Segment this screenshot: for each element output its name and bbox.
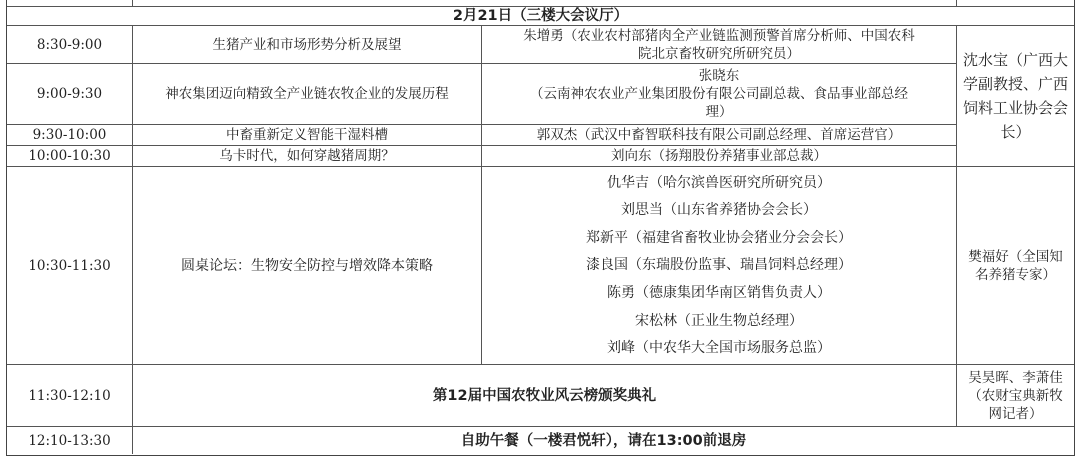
session-topic: 乌卡时代，如何穿越猪周期？: [133, 146, 482, 167]
session-host: 沈水宝（广西大学副教授、广西饲料工业协会会长）: [957, 26, 1074, 167]
panelist: 宋松林（正业生物总经理）: [635, 312, 803, 329]
session-speaker: 郭双杰（武汉中畜智联科技有限公司副总经理、首席运营官）: [482, 125, 957, 146]
speaker-line: 院北京畜牧研究所研究员）: [638, 45, 800, 62]
previous-row-time-cell: [7, 0, 133, 7]
session-time: 9:30-10:00: [7, 125, 133, 146]
panelist: 刘峰（中农华大全国市场服务总监）: [607, 340, 831, 357]
session-topic: 神农集团迈向精致全产业链农牧企业的发展历程: [133, 64, 482, 125]
session-time: 8:30-9:00: [7, 26, 133, 64]
lunch-time: 12:10-13:30: [7, 427, 133, 454]
day-header: 2月21日（三楼大会议厅）: [7, 7, 1074, 26]
ceremony-time: 11:30-12:10: [7, 365, 133, 427]
forum-panelists: [482, 167, 957, 365]
forum-time: 10:30-11:30: [7, 167, 133, 365]
previous-row-content-cell: [133, 0, 957, 7]
session-topic: 生猪产业和市场形势分析及展望: [133, 26, 482, 64]
forum-topic: 圆桌论坛：生物安全防控与增效降本策略: [133, 167, 482, 365]
panelist: 仇华吉（哈尔滨兽医研究所研究员）: [607, 174, 831, 191]
session-speaker: [482, 64, 957, 125]
ceremony-title: 第12届中国农牧业风云榜颁奖典礼: [133, 365, 957, 427]
speaker-line: 理）: [705, 104, 733, 120]
session-speaker: 刘向东（扬翔股份养猪事业部总裁）: [482, 146, 957, 167]
ceremony-host: 吴昊晖、李萧佳（农财宝典新牧网记者）: [957, 365, 1074, 427]
lunch-title: 自助午餐（一楼君悦轩），请在13:00前退房: [460, 432, 747, 449]
panelist: 陈勇（德康集团华南区销售负责人）: [607, 285, 831, 302]
speaker-line: 张晓东: [698, 68, 740, 84]
panelist: 漆良国（东瑞股份监事、瑞昌饲料总经理）: [586, 257, 852, 274]
session-topic: 中畜重新定义智能干湿料槽: [133, 125, 482, 146]
panelist: 刘思当（山东省养猪协会会长）: [621, 202, 817, 219]
panelist: 郑新平（福建省畜牧业协会猪业分会会长）: [586, 229, 852, 246]
session-speaker: [482, 26, 957, 64]
agenda-table: [6, 0, 1075, 456]
previous-row-host-cell: [957, 0, 1074, 7]
session-time: 10:00-10:30: [7, 146, 133, 167]
session-time: 9:00-9:30: [7, 64, 133, 125]
speaker-line: （云南神农农业产业集团股份有限公司副总裁、食品事业部总经: [530, 86, 908, 102]
speaker-line: 朱增勇（农业农村部猪肉全产业链监测预警首席分析师、中国农科: [523, 27, 915, 44]
forum-host: 樊福好（全国知名养猪专家）: [957, 167, 1074, 365]
